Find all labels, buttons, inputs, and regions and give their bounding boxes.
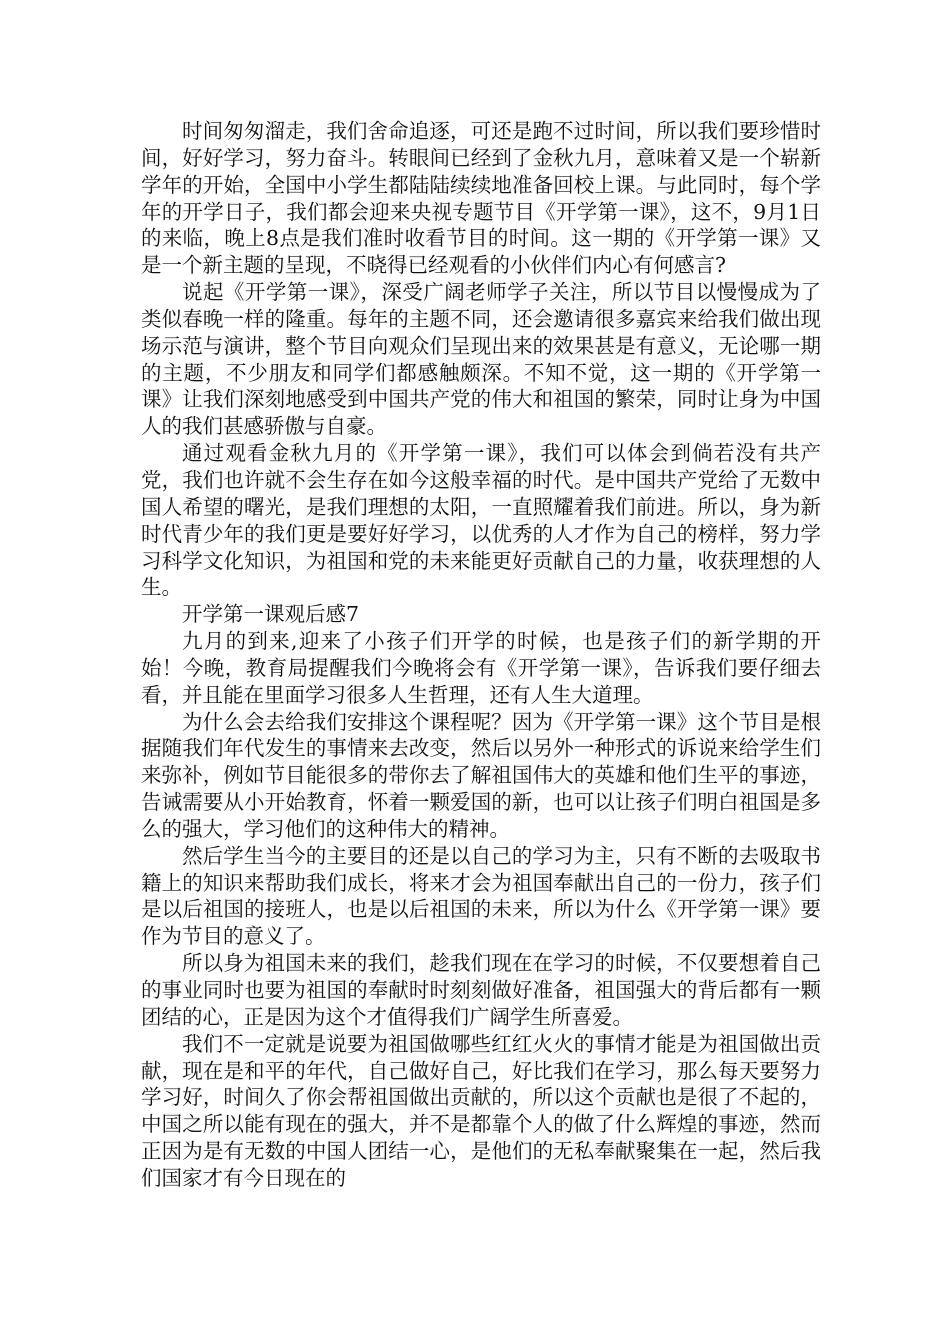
paragraph: 我们不一定就是说要为祖国做哪些红红火火的事情才能是为祖国做出贡献，现在是和平的年代，自己做好自己，好比我们在学习，那么每天要努力学习好，时间久了你会帮祖国做出贡献的，所以这个贡献也是很了不起的，中国之所以能有现在的强大，并不是都靠个人的做了什么辉煌的事迹，然而正因为是有无数的中国人团结一心，是他们的无私奉献聚集在一起，然后我们国家才有今日现在的 [141, 1031, 821, 1190]
paragraph: 然后学生当今的主要目的还是以自己的学习为主，只有不断的去吸取书籍上的知识来帮助我们成长，将来才会为祖国奉献出自己的一份力，孩子们是以后祖国的接班人，也是以后祖国的未来，所以为什么《开学第一课》要作为节目的意义了。 [141, 843, 821, 949]
paragraph: 说起《开学第一课》，深受广阔老师学子关注，所以节目以慢慢成为了类似春晚一样的隆重。每年的主题不同，还会邀请很多嘉宾来给我们做出现场示范与演讲，整个节目向观众们呈现出来的效果甚是有意义，无论哪一期的主题，不少朋友和同学们都感触颇深。不知不觉，这一期的《开学第一课》让我们深刻地感受到中国共产党的伟大和祖国的繁荣，同时让身为中国人的我们甚感骄傲与自豪。 [141, 280, 821, 439]
section-heading: 开学第一课观后感7 [182, 602, 360, 627]
paragraph: 通过观看金秋九月的《开学第一课》，我们可以体会到倘若没有共产党，我们也许就不会生存在如今这般幸福的时代。是中国共产党给了无数中国人希望的曙光，是我们理想的太阳，一直照耀着我们前进。所以，身为新时代青少年的我们更是要好好学习，以优秀的人才作为自己的榜样，努力学习科学文化知识，为祖国和党的未来能更好贡献自己的力量，收获理想的人生。 [141, 441, 821, 600]
paragraph: 为什么会去给我们安排这个课程呢？因为《开学第一课》这个节目是根据随我们年代发生的事情来去改变，然后以另外一种形式的诉说来给学生们来弥补，例如节目能很多的带你去了解祖国伟大的英雄和他们生平的事迹，告诫需要从小开始教育，怀着一颗爱国的新，也可以让孩子们明白祖国是多么的强大，学习他们的这种伟大的精神。 [141, 709, 821, 841]
paragraph: 所以身为祖国未来的我们，趁我们现在在学习的时候，不仅要想着自己的事业同时也要为祖国的奉献时时刻刻做好准备，祖国强大的背后都有一颗团结的心，正是因为这个才值得我们广阔学生所喜爱。 [141, 951, 821, 1029]
paragraph: 九月的到来,迎来了小孩子们开学的时候，也是孩子们的新学期的开始！今晚，教育局提醒我们今晚将会有《开学第一课》，告诉我们要仔细去看，并且能在里面学习很多人生哲理，还有人生大道理。 [141, 629, 821, 707]
document-body [141, 118, 821, 1192]
paragraph: 时间匆匆溜走，我们舍命追逐，可还是跑不过时间，所以我们要珍惜时间，好好学习，努力奋斗。转眼间已经到了金秋九月，意味着又是一个崭新学年的开始，全国中小学生都陆陆续续地准备回校上课。与此同时，每个学年的开学日子，我们都会迎来央视专题节目《开学第一课》，这不，9月1日的来临，晚上8点是我们准时收看节目的时间。这一期的《开学第一课》又是一个新主题的呈现，不晓得已经观看的小伙伴们内心有何感言? [141, 119, 821, 278]
